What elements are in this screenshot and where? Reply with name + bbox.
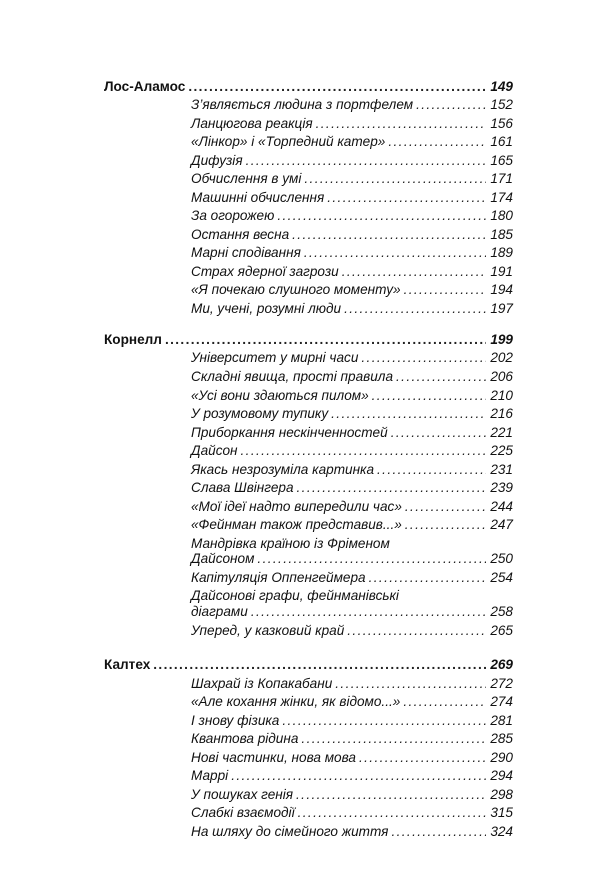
page-number: 189 (490, 245, 513, 260)
dot-leader (304, 244, 486, 262)
dot-leader (153, 656, 486, 674)
page-number: 244 (490, 498, 513, 514)
dot-leader (297, 479, 487, 497)
dot-leader (231, 767, 486, 785)
page-number: 161 (490, 134, 513, 149)
page-number: 254 (490, 569, 513, 585)
toc-entry (191, 767, 513, 785)
entry-title: За огорожею (191, 208, 275, 223)
entry-title: Ми, учені, розумні люди (191, 300, 342, 316)
dot-leader (359, 749, 486, 767)
entry-title: Ланцюгова реакція (191, 115, 313, 131)
toc-entry (191, 442, 513, 460)
page-number: 197 (490, 300, 513, 316)
page-number: 185 (490, 226, 513, 242)
page-number: 149 (490, 79, 513, 94)
page-number: 265 (490, 622, 513, 638)
dot-leader (369, 569, 487, 587)
dot-leader (405, 516, 487, 534)
dot-leader (165, 331, 486, 349)
entry-title: Слава Швінгера (191, 480, 294, 495)
page-number: 285 (490, 731, 513, 746)
dot-leader (344, 300, 486, 318)
entry-title: Приборкання нескінченностей (191, 424, 388, 440)
page-number: 156 (490, 115, 513, 131)
entry-title: І знову фізика (191, 712, 280, 728)
entry-title: Маррі (191, 768, 229, 783)
page-number: 324 (490, 823, 513, 839)
toc-entry (191, 479, 513, 497)
page-number: 225 (490, 443, 513, 458)
page-number: 194 (490, 282, 513, 297)
dot-leader (396, 368, 486, 386)
toc-entry (191, 498, 513, 516)
toc-entry (191, 675, 513, 693)
toc-entry (191, 749, 513, 767)
toc-entry (191, 730, 513, 748)
entry-title: Остання весна (191, 226, 290, 242)
dot-leader (327, 189, 486, 207)
toc-entry (191, 207, 513, 225)
entry-title: Якась незрозуміла картинка (191, 461, 375, 477)
dot-leader (405, 498, 486, 516)
entry-title: Уперед, у казковий край (191, 622, 345, 638)
toc-entry (191, 349, 513, 367)
part-title: Лос-Аламос (104, 79, 186, 94)
toc-entry (191, 569, 513, 587)
page-number: 281 (490, 712, 513, 728)
dot-leader (188, 78, 486, 96)
page-number: 199 (490, 332, 513, 347)
toc-part-heading (104, 331, 513, 349)
toc-entry (191, 405, 513, 423)
entry-title: У розумовому тупику (191, 406, 329, 421)
entry-title-first-line: Мандрівка країною із Фріменом (191, 535, 390, 551)
page-number: 206 (490, 369, 513, 384)
entry-title: Обчислення в умі (191, 171, 302, 186)
entry-title: Дифузія (191, 152, 243, 168)
part-title: Корнелл (104, 332, 162, 347)
dot-leader (347, 622, 486, 640)
toc-entry (191, 550, 513, 568)
entry-title: «Мої ідеї надто випередили час» (191, 498, 402, 514)
entry-title: З’являється людина з портфелем (191, 97, 414, 112)
dot-leader (416, 96, 486, 114)
dot-leader (298, 804, 487, 822)
page-number: 165 (490, 152, 513, 168)
entry-title: Дайсоном (191, 551, 255, 566)
toc-entry (191, 693, 513, 711)
page-number: 315 (490, 805, 513, 820)
entry-title: «Я почекаю слушного моменту» (191, 282, 401, 297)
toc-entry (191, 804, 513, 822)
entry-title: Страх ядерної загрози (191, 263, 339, 279)
toc-entry (191, 786, 513, 804)
page-number: 274 (490, 694, 513, 709)
entry-title-first-line: Дайсонові графи, фейнманівські (191, 588, 399, 603)
dot-leader (251, 603, 487, 621)
page-number: 250 (490, 551, 513, 566)
toc-part-heading (104, 78, 513, 96)
page-number: 247 (490, 517, 513, 532)
part-title: Калтех (104, 657, 151, 672)
page-number: 191 (490, 263, 513, 279)
page-number: 216 (490, 406, 513, 421)
dot-leader (388, 133, 486, 151)
page-number: 180 (490, 208, 513, 223)
entry-title: «Лінкор» і «Торпедний катер» (191, 134, 386, 149)
dot-leader (372, 387, 487, 405)
entry-title: Марні сподівання (191, 245, 301, 260)
dot-leader (282, 712, 486, 730)
entry-title: діаграми (191, 604, 248, 619)
toc-entry (191, 461, 513, 479)
toc-entry (191, 424, 513, 442)
entry-title: Машинні обчислення (191, 189, 325, 205)
page-number: 221 (490, 424, 513, 440)
entry-title: У пошуках генія (191, 786, 294, 802)
page-number: 269 (490, 657, 513, 672)
toc-entry (191, 712, 513, 730)
dot-leader (304, 170, 486, 188)
dot-leader (292, 226, 486, 244)
toc-entry (191, 368, 513, 386)
page-number: 231 (490, 461, 513, 477)
entry-title: «Усі вони здаються пилом» (191, 387, 369, 403)
dot-leader (391, 823, 486, 841)
entry-title: Дайсон (191, 443, 238, 458)
page-number: 290 (490, 749, 513, 765)
dot-leader (246, 152, 487, 170)
dot-leader (257, 550, 486, 568)
page-number: 272 (490, 675, 513, 691)
dot-leader (404, 281, 487, 299)
dot-leader (301, 730, 486, 748)
toc-entry (191, 244, 513, 262)
dot-leader (391, 424, 487, 442)
toc-entry (191, 603, 513, 621)
entry-title: Слабкі взаємодії (191, 805, 295, 820)
toc-entry (191, 170, 513, 188)
page-number: 171 (490, 171, 513, 186)
toc-entry (191, 622, 513, 640)
entry-title: «Але кохання жінки, як відомо...» (191, 694, 401, 709)
toc-entry (191, 823, 513, 841)
dot-leader (377, 461, 486, 479)
dot-leader (361, 349, 486, 367)
entry-title: На шляху до сімейного життя (191, 823, 389, 839)
dot-leader (241, 442, 487, 460)
toc-entry (191, 300, 513, 318)
page-number: 210 (490, 387, 513, 403)
toc-entry (191, 516, 513, 534)
toc-entry (191, 263, 513, 281)
toc-entry (191, 189, 513, 207)
dot-leader (335, 675, 486, 693)
toc-entry (191, 152, 513, 170)
page-number: 258 (490, 604, 513, 619)
page-number: 174 (490, 189, 513, 205)
toc-part-heading (104, 656, 513, 674)
page-number: 239 (490, 480, 513, 495)
page-number: 152 (490, 97, 513, 112)
entry-title: Капітуляція Оппенгеймера (191, 569, 366, 585)
toc-entry (191, 226, 513, 244)
dot-leader (342, 263, 487, 281)
entry-title: Квантова рідина (191, 731, 299, 746)
toc-entry (191, 281, 513, 299)
toc-entry (191, 387, 513, 405)
entry-title: Шахрай із Копакабани (191, 675, 333, 691)
entry-title: «Фейнман також представив...» (191, 517, 402, 532)
dot-leader (277, 207, 486, 225)
toc-entry (191, 96, 513, 114)
toc-entry (191, 115, 513, 133)
entry-title: Складні явища, прості правила (191, 369, 394, 384)
page-number: 294 (490, 768, 513, 783)
toc-entry (191, 133, 513, 151)
page-number: 202 (490, 350, 513, 365)
dot-leader (316, 115, 487, 133)
dot-leader (403, 693, 486, 711)
entry-title: Університет у мирні часи (191, 350, 359, 365)
dot-leader (296, 786, 486, 804)
page-number: 298 (490, 786, 513, 802)
dot-leader (331, 405, 486, 423)
entry-title: Нові частинки, нова мова (191, 749, 356, 765)
